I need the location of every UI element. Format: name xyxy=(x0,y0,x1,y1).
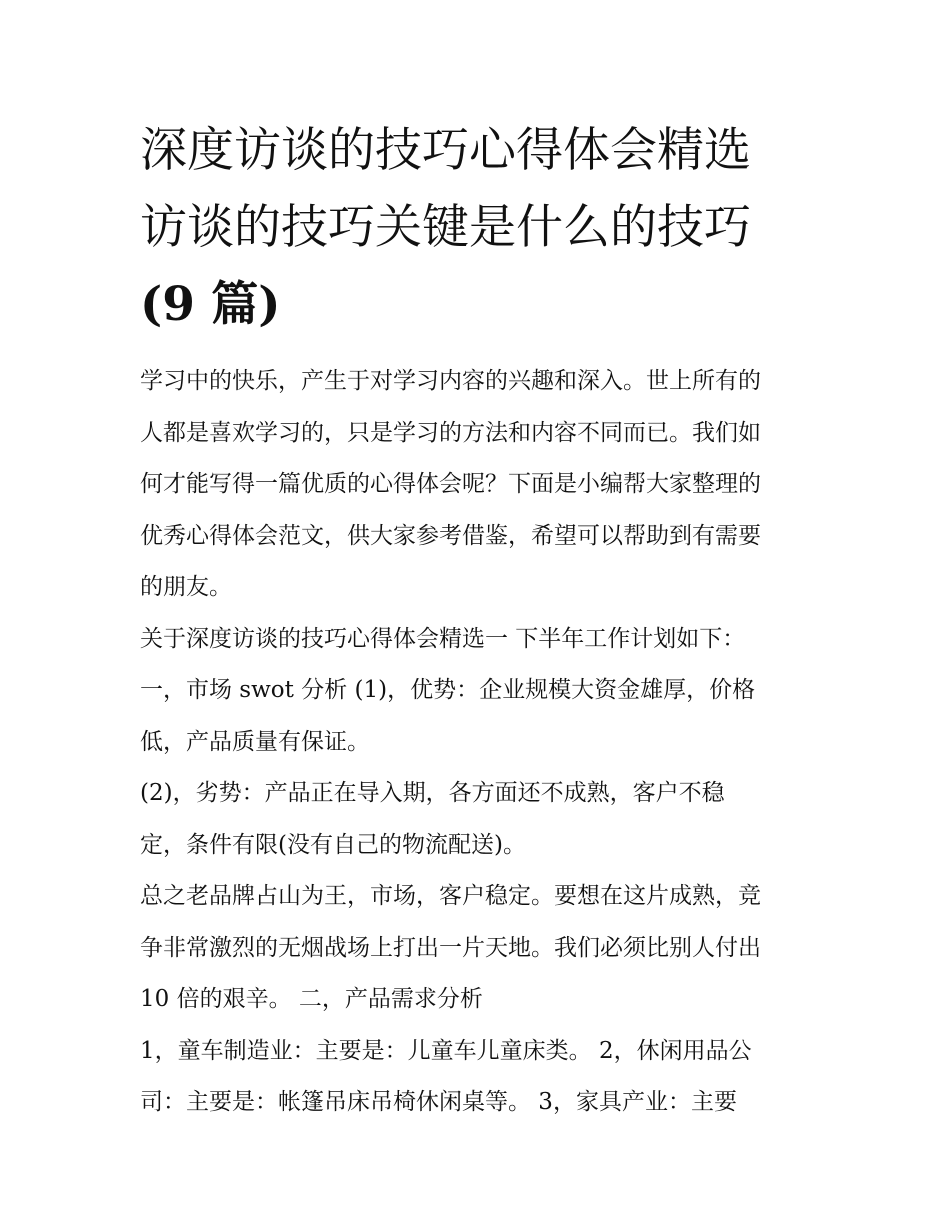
body-line: 关于深度访谈的技巧心得体会精选一 下半年工作计划如下： xyxy=(140,625,746,652)
body-line: 1，童车制造业：主要是：儿童车儿童床类。 2，休闲用品公 xyxy=(140,1037,752,1064)
body-line: 定，条件有限(没有自己的物流配送)。 xyxy=(140,831,526,858)
body-line: 学习中的快乐，产生于对学习内容的兴趣和深入。世上所有的 xyxy=(140,368,761,394)
body-line: 一，市场 swot 分析 (1)，优势：企业规模大资金雄厚，价格 xyxy=(140,677,756,703)
title-line-1: 深度访谈的技巧心得体会精选 xyxy=(140,123,751,178)
body-line: 人都是喜欢学习的，只是学习的方法和内容不同而已。我们如 xyxy=(140,419,761,446)
title-line-2: 访谈的技巧关键是什么的技巧 xyxy=(140,200,751,255)
body-line: 低，产品质量有保证。 xyxy=(140,728,370,755)
body-line: (2)，劣势：产品正在导入期，各方面还不成熟，客户不稳 xyxy=(140,780,725,806)
document-title xyxy=(140,112,820,343)
body-line: 10 倍的艰辛。 二，产品需求分析 xyxy=(140,986,483,1012)
body-line: 争非常激烈的无烟战场上打出一片天地。我们必须比别人付出 xyxy=(140,934,761,961)
body-line: 何才能写得一篇优质的心得体会呢？下面是小编帮大家整理的 xyxy=(140,471,761,497)
title-line-3: (9 篇) xyxy=(140,277,281,332)
body-line: 总之老品牌占山为王，市场，客户稳定。要想在这片成熟，竞 xyxy=(140,883,761,909)
body-line: 的朋友。 xyxy=(140,574,232,600)
document-body xyxy=(140,356,830,1129)
body-line: 优秀心得体会范文，供大家参考借鉴，希望可以帮助到有需要 xyxy=(140,522,761,549)
body-line: 司：主要是：帐篷吊床吊椅休闲桌等。 3，家具产业：主要 xyxy=(140,1089,737,1115)
